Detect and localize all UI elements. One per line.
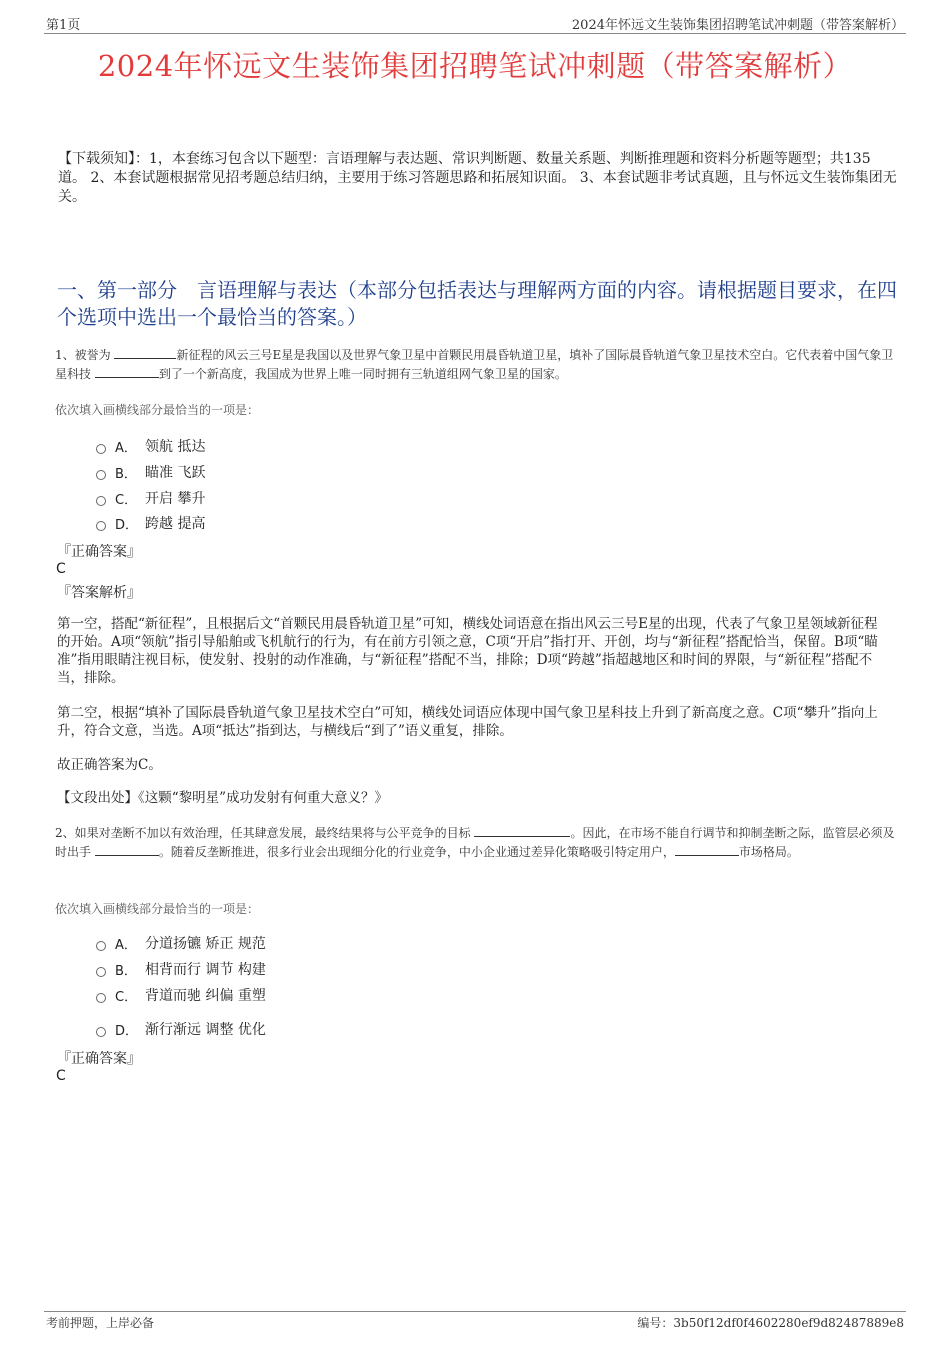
option-text: 领航 抵达 bbox=[145, 439, 206, 455]
option-b[interactable] bbox=[96, 462, 205, 482]
radio-icon[interactable] bbox=[96, 496, 106, 506]
header-divider bbox=[44, 33, 906, 34]
option-b[interactable] bbox=[96, 959, 266, 979]
option-d[interactable] bbox=[96, 1019, 266, 1039]
question-1-part-b: 新征程的风云三号E星是我国以及世界气象卫星中首颗民用晨昏轨道卫星，填补了国际晨昏轨道气象卫星技术空白。它代表着中国气象卫星科技 bbox=[55, 348, 894, 381]
blank-3 bbox=[675, 843, 739, 856]
option-a[interactable] bbox=[96, 436, 205, 456]
option-a[interactable] bbox=[96, 933, 266, 953]
blank-1 bbox=[474, 824, 570, 837]
page-number: 第1页 bbox=[46, 18, 81, 33]
option-text: 跨越 提高 bbox=[145, 516, 206, 532]
analysis-conclusion: 故正确答案为C。 bbox=[57, 757, 162, 773]
correct-answer-label: 『正确答案』 bbox=[57, 1051, 141, 1067]
option-text: 瞄准 飞跃 bbox=[145, 465, 206, 481]
correct-answer-label: 『正确答案』 bbox=[57, 544, 141, 560]
option-c[interactable] bbox=[96, 985, 266, 1005]
header-doc-title: 2024年怀远文生装饰集团招聘笔试冲刺题（带答案解析） bbox=[571, 18, 904, 33]
option-letter: C． bbox=[115, 492, 138, 508]
option-letter: B． bbox=[115, 963, 137, 979]
section-heading: 一、第一部分 言语理解与表达（本部分包括表达与理解两方面的内容。请根据题目要求，在四个选项中选出一个最恰当的答案。） bbox=[57, 278, 897, 329]
analysis-label: 『答案解析』 bbox=[57, 585, 141, 601]
analysis-paragraph-2: 第二空，根据“填补了国际晨昏轨道气象卫星技术空白”可知，横线处词语应体现中国气象卫星科技上升到了新高度之意。C项“攀升”指向上升，符合文意，当选。A项“抵达”指到达，与横线后“到了”语义重复，排除。 bbox=[57, 705, 878, 739]
option-text: 分道扬镳 矫正 规范 bbox=[145, 936, 266, 952]
option-letter: D． bbox=[115, 517, 139, 533]
footer-serial: 编号：3b50f12df0f4602280ef9d82487889e8 bbox=[637, 1316, 904, 1330]
option-text: 背道而驰 纠偏 重塑 bbox=[145, 988, 266, 1004]
option-letter: A． bbox=[115, 937, 137, 953]
question-2-text bbox=[55, 824, 895, 862]
radio-icon[interactable] bbox=[96, 444, 106, 454]
option-letter: D． bbox=[115, 1023, 139, 1039]
question-2-part-c: 。随着反垄断推进，很多行业会出现细分化的行业竞争，中小企业通过差异化策略吸引特定用户， bbox=[158, 845, 675, 859]
radio-icon[interactable] bbox=[96, 941, 106, 951]
option-text: 渐行渐远 调整 优化 bbox=[145, 1022, 266, 1038]
radio-icon[interactable] bbox=[96, 1027, 106, 1037]
blank-2 bbox=[95, 365, 159, 378]
radio-icon[interactable] bbox=[96, 470, 106, 480]
question-1-part-a: 1、被誉为 bbox=[55, 348, 115, 362]
question-1-part-c: 到了一个新高度，我国成为世界上唯一同时拥有三轨道组网气象卫星的国家。 bbox=[158, 367, 567, 381]
correct-answer: C bbox=[56, 1068, 66, 1084]
question-1-text bbox=[55, 346, 895, 384]
radio-icon[interactable] bbox=[96, 967, 106, 977]
question-2-part-b: 。因此，在市场不能自行调节和抑制垄断之际，监管层必须及时出手 bbox=[55, 826, 895, 859]
download-notice: 【下载须知】：1，本套练习包含以下题型：言语理解与表达题、常识判断题、数量关系题、判断推理题和资料分析题等题型；共135道。 2、本套试题根据常见招考题总结归纳，主要用于练习答题思路和拓展知识面。 3、本套试题非考试真题，且与怀远文生装饰集团无关。 bbox=[58, 151, 897, 205]
footer-slogan: 考前押题，上岸必备 bbox=[46, 1316, 155, 1330]
source-reference: 【文段出处】《这颗“黎明星”成功发射有何重大意义？》 bbox=[57, 790, 389, 806]
question-1-prompt: 依次填入画横线部分最恰当的一项是： bbox=[55, 403, 260, 417]
option-text: 开启 攀升 bbox=[145, 491, 206, 507]
option-c[interactable] bbox=[96, 488, 205, 508]
analysis-paragraph-1: 第一空，搭配“新征程”，且根据后文“首颗民用晨昏轨道卫星”可知，横线处词语意在指出风云三号E星的出现，代表了气象卫星领域新征程的开始。A项“领航”指引导船舶或飞机航行的行为，有在前方引领之意，C项“开启”指打开、开创，均与“新征程”搭配恰当，保留。B项“瞄准”指用眼睛注视目标，使发射、投射的动作准确，与“新征程”搭配不当，排除；D项“跨越”指超越地区和时间的界限，与“新征程”搭配不当，排除。 bbox=[57, 616, 878, 686]
blank-2 bbox=[95, 843, 159, 856]
option-text: 相背而行 调节 构建 bbox=[145, 962, 266, 978]
page-title: 2024年怀远文生装饰集团招聘笔试冲刺题（带答案解析） bbox=[97, 49, 853, 83]
radio-icon[interactable] bbox=[96, 993, 106, 1003]
blank-1 bbox=[114, 346, 176, 359]
option-d[interactable] bbox=[96, 513, 205, 533]
question-2-part-a: 2、如果对垄断不加以有效治理，任其肆意发展，最终结果将与公平竞争的目标 bbox=[55, 826, 475, 840]
option-letter: A． bbox=[115, 440, 137, 456]
footer-divider bbox=[44, 1311, 906, 1312]
radio-icon[interactable] bbox=[96, 521, 106, 531]
option-letter: C． bbox=[115, 989, 138, 1005]
question-2-part-d: 市场格局。 bbox=[738, 845, 799, 859]
correct-answer: C bbox=[56, 561, 66, 577]
question-2-prompt: 依次填入画横线部分最恰当的一项是： bbox=[55, 902, 260, 916]
option-letter: B． bbox=[115, 466, 137, 482]
